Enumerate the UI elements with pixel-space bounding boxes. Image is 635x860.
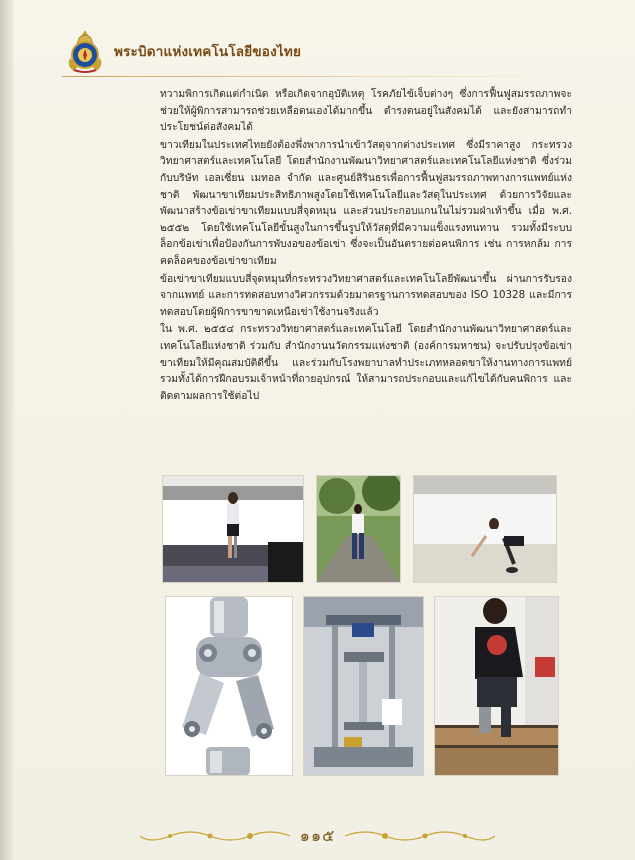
page-number: ๑๑๕ [299,825,336,845]
paragraph: ข้อเข่าขาเทียมแบบสี่จุดหมุนที่กระทรวงวิทยาศาสตร์และเทคโนโลยีพัฒนาขึ้น ผ่านการรับรองจากแพทย์ และการทดสอบทางวิศวกรรมด้วยมาตรฐานการทดสอบของ ISO 10328 และมีการทดสอบโดยผู้พิการขาขาดเหนือเข่าใช้งานจริงแล้ว [160,272,572,318]
paragraph: ทวามพิการเกิดแต่กำเนิด หรือเกิดจากอุบัติเหตุ โรคภัยไข้เจ็บต่างๆ ซึ่งการฟื้นฟูสมรรถภาพจะช่วยให้ผู้พิการสามารถช่วยเหลือตนเองได้มากขึ้น ดำรงตนอยู่ในสังคมได้ และยังสามารถทำประโยชน์ต่อสังคมได้ [160,88,572,134]
photo-knee-joint-closeup [166,597,292,775]
left-flourish-icon [140,826,290,846]
photo-exercise-prosthesis [414,476,556,582]
paragraph: ขาวเทียมในประเทศไทยยังต้องพึ่งพาการนำเข้าวัสดุจากต่างประเทศ ซึ่งมีราคาสูง กระทรวงวิทยาศาสตร์และเทคโนโลยี โดยสำนักงานพัฒนาวิทยาศาสตร์และเทคโนโลยีแห่งชาติ ซึ่งร่วมกับบริษัท เอลเซี่ยน เมทอล จำกัด และศูนย์สิรินธรเพื่อการฟื้นฟูสมรรถภาพทางการแพทย์แห่งชาติ พัฒนาขาเทียมประสิทธิภาพสูงโดยใช้เทคโนโลยีและวัสดุในประเทศ ด้วยการวิจัยและพัฒนาสร้างข้อเข่าขาเทียมแบบสี่จุดหมุน และส่วนประกอบแกนในไม่รวมฝ่าเท้าขึ้น เมื่อ พ.ศ. ๒๕๕๒ โดยใช้เทคโนโลยีขั้นสูงในการขึ้นรูปให้วัสดุที่มีความแข็งแรงทนทาน รวมทั้งมีระบบล็อกข้อเข่าเพื่อป้องกันการพับงอของข้อเข่า ซึ่งจะเป็นอันตรายต่อคนพิการ เช่น การหกล้ม การคดล็อคของข้อเข่าขาเทียม [160,138,572,267]
photo-walking-prosthesis [163,476,303,582]
page-title: พระบิดาแห่งเทคโนโลยีของไทย [114,44,302,60]
photo-student-walking [317,476,400,582]
article-body [160,86,572,405]
paragraph: ใน พ.ศ. ๒๕๕๔ กระทรวงวิทยาศาสตร์และเทคโนโลยี โดยสำนักงานพัฒนาวิทยาศาสตร์และเทคโนโลยีแห่งชาติ ร่วมกับ สำนักงานนวัตกรรมแห่งชาติ (องค์การมหาชน) จะปรับปรุงข้อเข่าขาเทียมให้มีคุณสมบัติดีขึ้น และร่วมกับโรงพยาบาลทำประเภทหลอดขาให้งานทางการแพทย์ รวมทั้งได้การฝึกอบรมเจ้าหน้าที่ถายอุปกรณ์ ให้สามารถประกอบและแก้ไขได้กับคนพิการ และติดตามผลการใช้ต่อไป [160,323,572,402]
photo-climbing-stairs [435,597,558,775]
photo-testing-machine [304,597,423,775]
page-header [62,28,301,74]
page-gutter [0,0,14,860]
right-flourish-icon [345,826,495,846]
page-footer [0,822,635,850]
header-divider [62,76,572,77]
royal-emblem-icon [62,28,108,74]
